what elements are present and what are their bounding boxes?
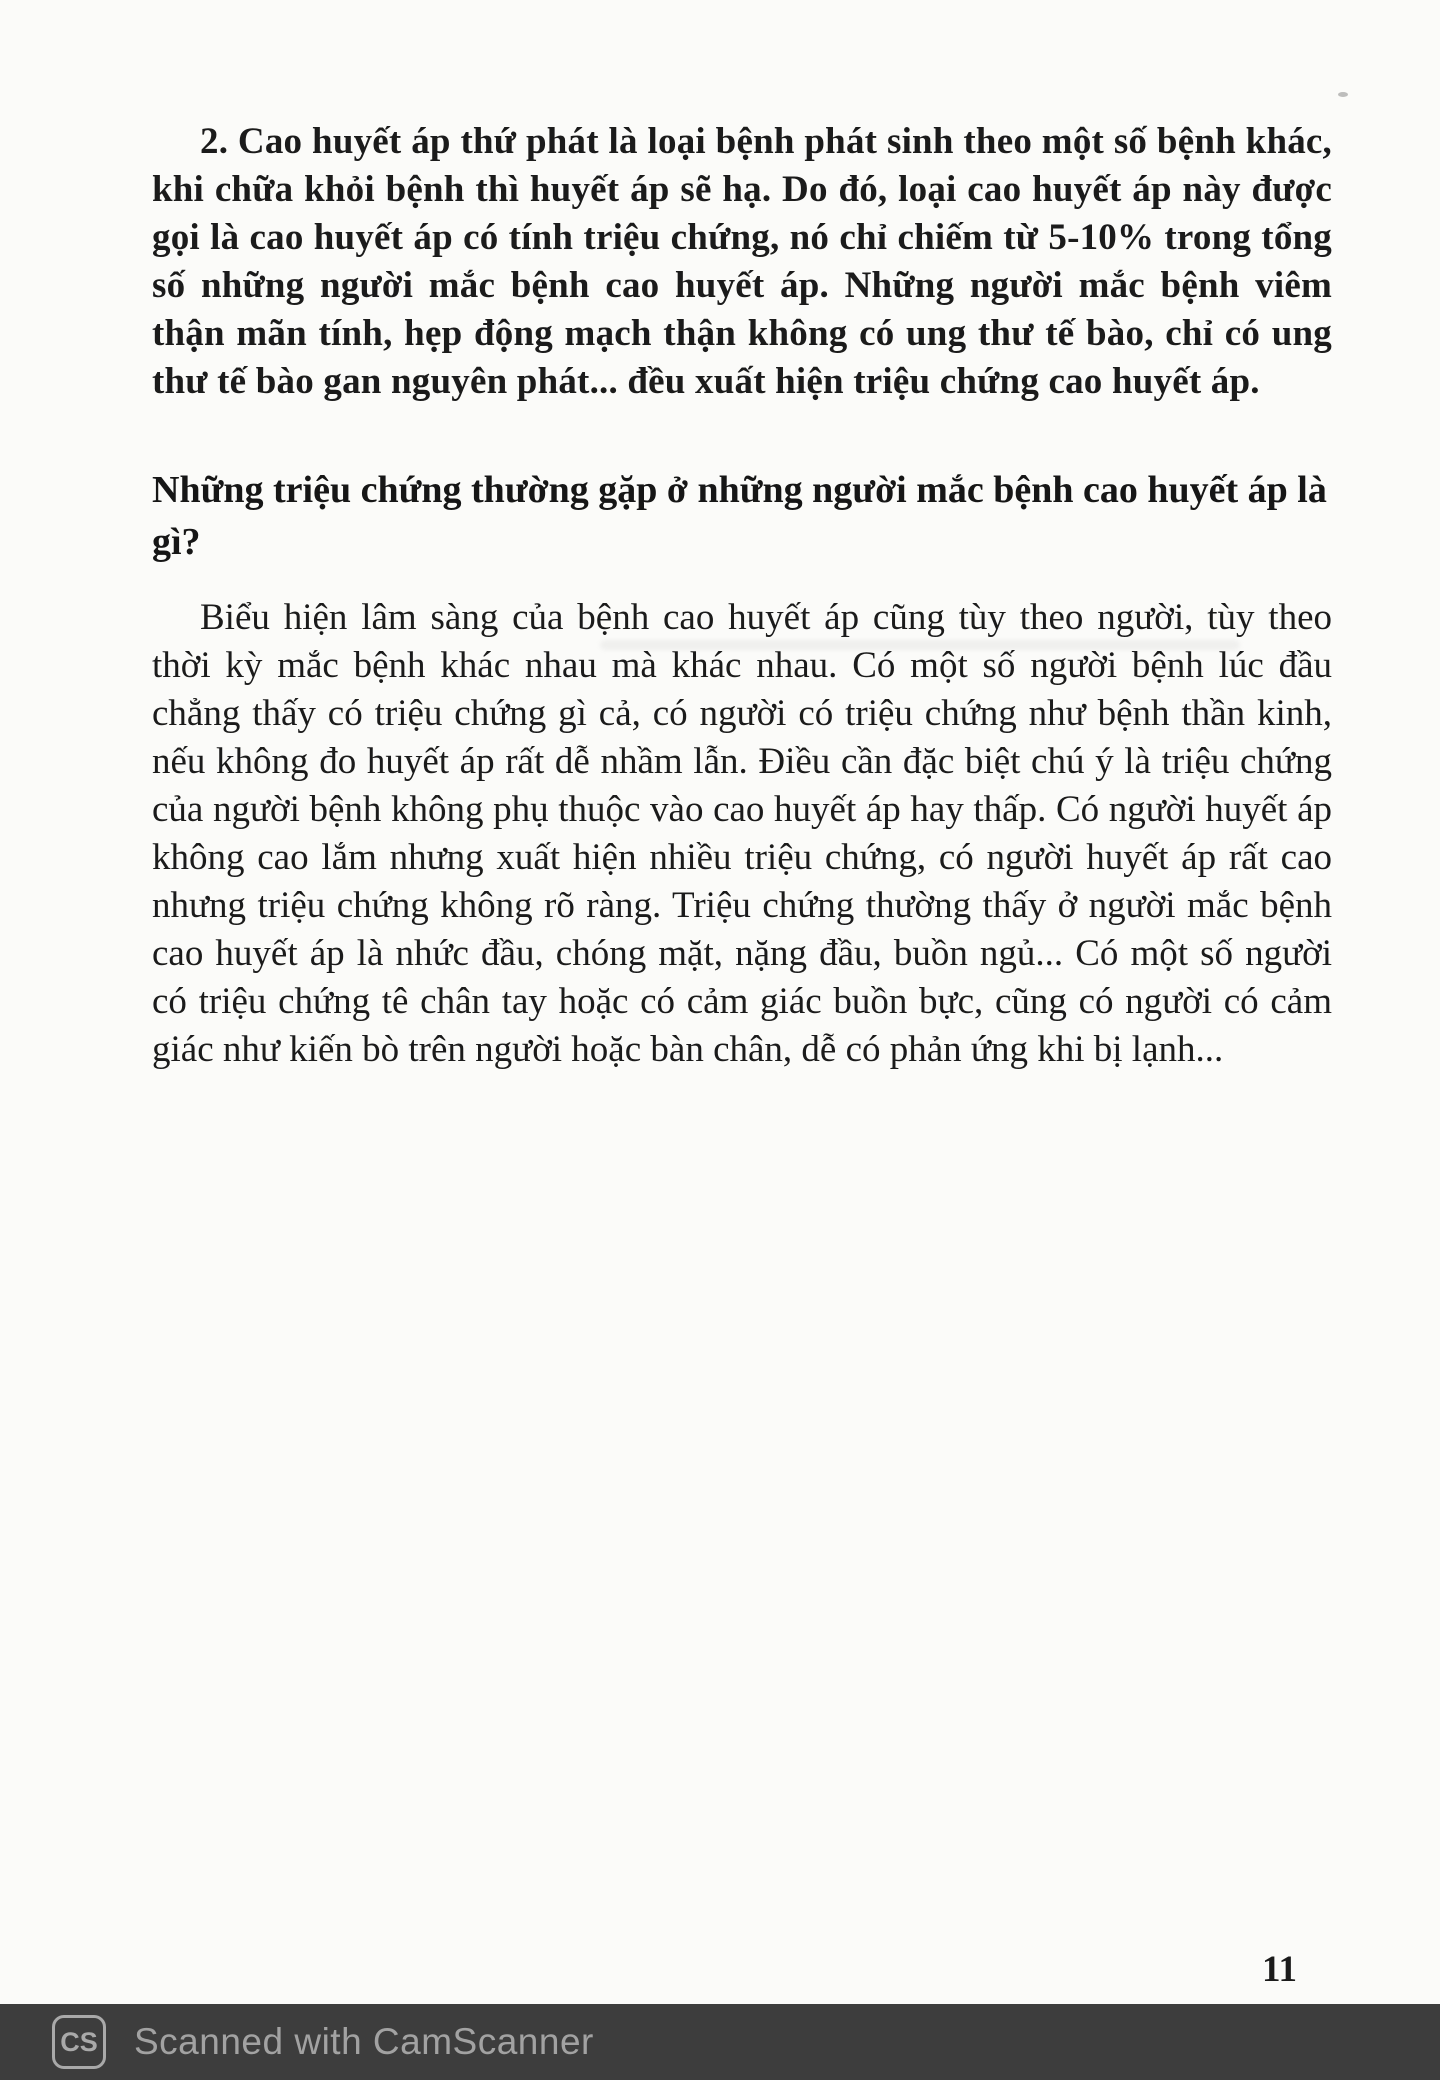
- scanned-page-content: [152, 118, 1332, 1074]
- paragraph-secondary-hypertension: 2. Cao huyết áp thứ phát là loại bệnh phát sinh theo một số bệnh khác, khi chữa khỏi bệnh thì huyết áp sẽ hạ. Do đó, loại cao huyết áp này được gọi là cao huyết áp có tính triệu chứng, nó chỉ chiếm từ 5-10% trong tổng số những người mắc bệnh cao huyết áp. Những người mắc bệnh viêm thận mãn tính, hẹp động mạch thận không có ung thư tế bào, chỉ có ung thư tế bào gan nguyên phát... đều xuất hiện triệu chứng cao huyết áp.: [152, 121, 1332, 402]
- paragraph-common-symptoms: Biểu hiện lâm sàng của bệnh cao huyết áp cũng tùy theo người, tùy theo thời kỳ mắc bệnh khác nhau mà khác nhau. Có một số người bệnh lúc đầu chẳng thấy có triệu chứng gì cả, có người có triệu chứng như bệnh thần kinh, nếu không đo huyết áp rất dễ nhầm lẫn. Điều cần đặc biệt chú ý là triệu chứng của người bệnh không phụ thuộc vào cao huyết áp hay thấp. Có người huyết áp không cao lắm nhưng xuất hiện nhiều triệu chứng, có người huyết áp rất cao nhưng triệu chứng không rõ ràng. Triệu chứng thường thấy ở người mắc bệnh cao huyết áp là nhức đầu, chóng mặt, nặng đầu, buồn ngủ... Có một số người có triệu chứng tê chân tay hoặc có cảm giác buồn bực, cũng có người có cảm giác như kiến bò trên người hoặc bàn chân, dễ có phản ứng khi bị lạnh...: [152, 597, 1332, 1070]
- scan-artifact-dot: [1338, 92, 1348, 97]
- page-number: 11: [1262, 1949, 1297, 1990]
- section-heading-symptoms: Những triệu chứng thường gặp ở những người mắc bệnh cao huyết áp là gì?: [152, 469, 1327, 563]
- camscanner-logo-text: CS: [60, 2026, 98, 2057]
- camscanner-watermark-text: Scanned with CamScanner: [134, 2021, 594, 2062]
- camscanner-footer-bar: [0, 2004, 1440, 2080]
- camscanner-logo-icon: [52, 2015, 106, 2069]
